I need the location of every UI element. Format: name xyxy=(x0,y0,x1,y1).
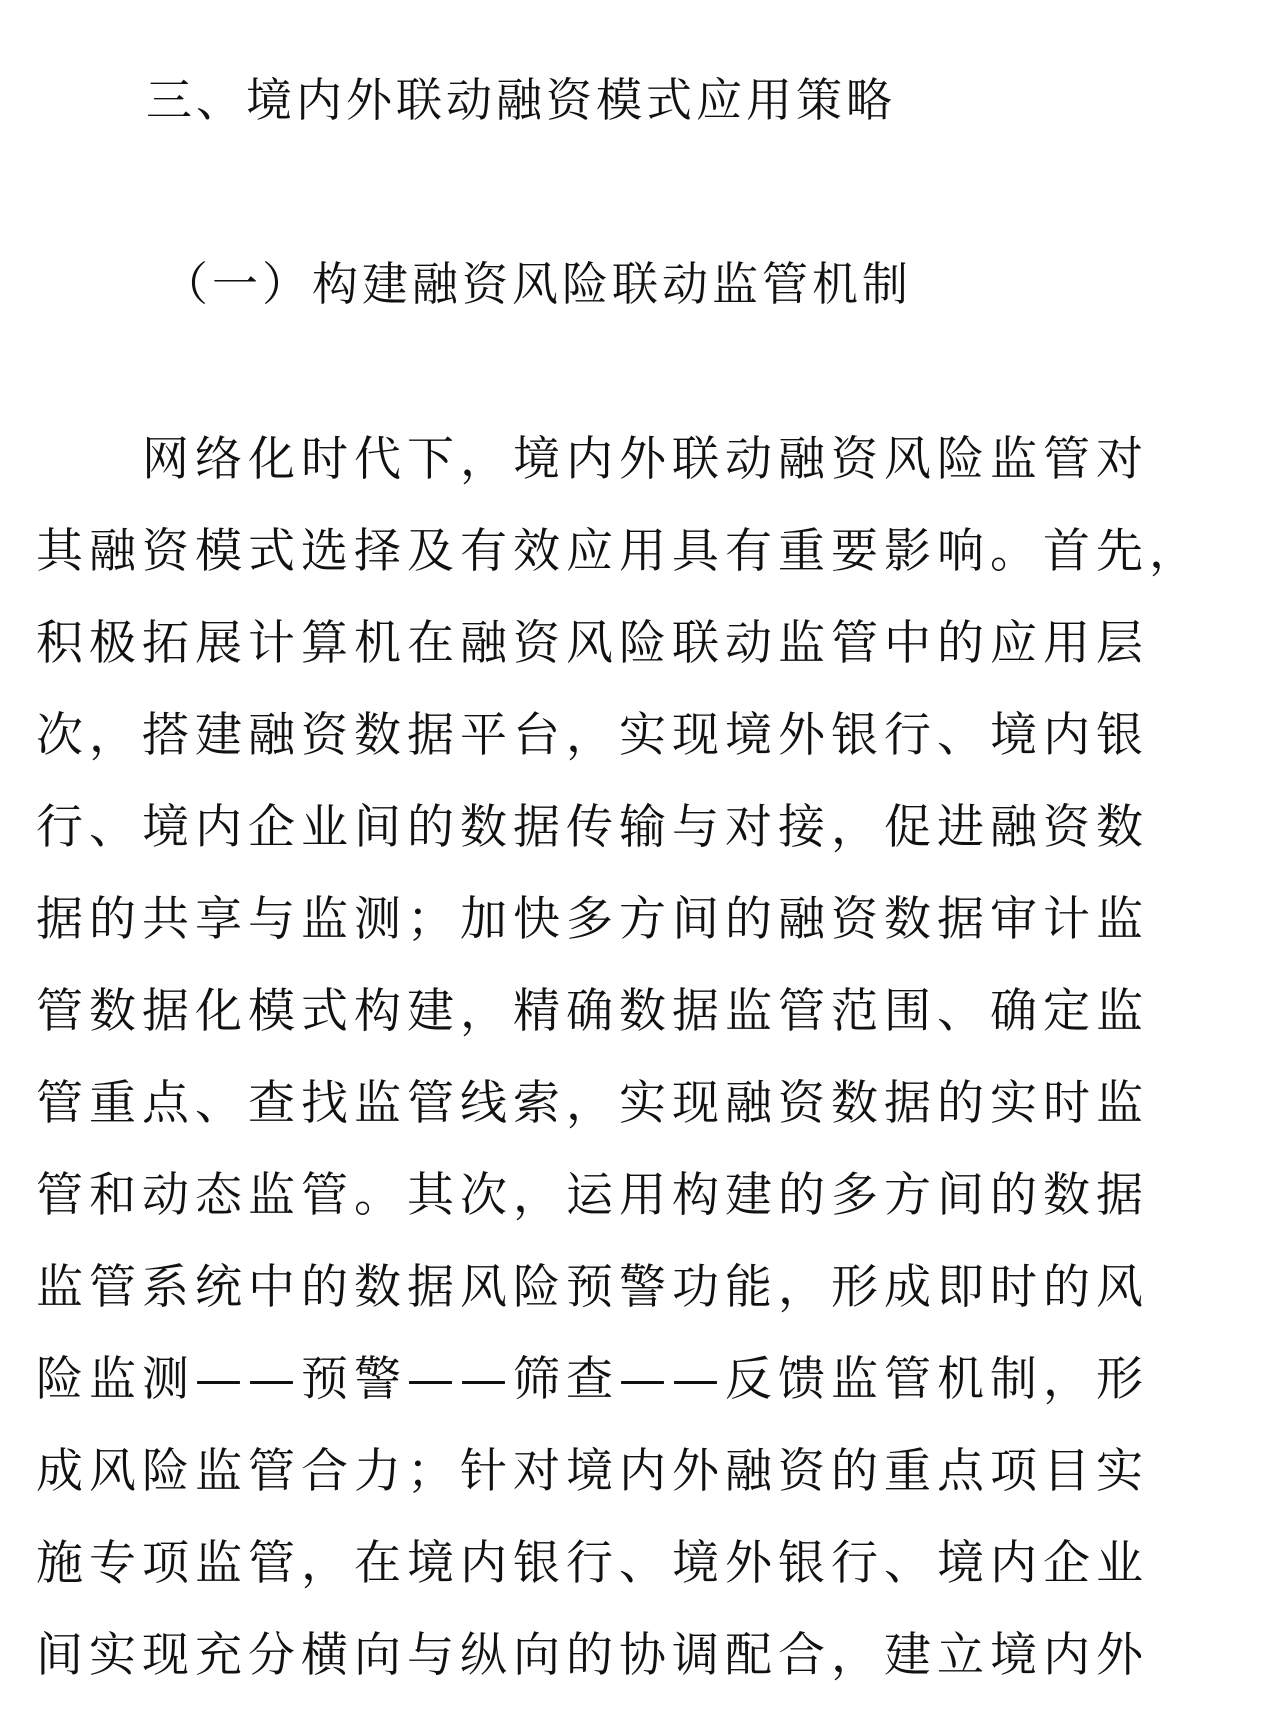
paragraph-line: 间实现充分横向与纵向的协调配合，建立境内外 xyxy=(36,1628,1149,1683)
paragraph-line: 管和动态监管。其次，运用构建的多方间的数据 xyxy=(36,1168,1149,1223)
paragraph-line: 管重点、查找监管线索，实现融资数据的实时监 xyxy=(36,1076,1149,1131)
paragraph-line: 行、境内企业间的数据传输与对接，促进融资数 xyxy=(36,800,1149,855)
body-paragraph xyxy=(36,428,1241,1716)
paragraph-line: 积极拓展计算机在融资风险联动监管中的应用层 xyxy=(36,616,1149,671)
paragraph-line: 险监测——预警——筛查——反馈监管机制，形 xyxy=(36,1352,1149,1407)
paragraph-line: 管数据化模式构建，精确数据监管范围、确定监 xyxy=(36,984,1149,1039)
paragraph-line: 据的共享与监测；加快多方间的融资数据审计监 xyxy=(36,892,1149,947)
paragraph-line: 其融资模式选择及有效应用具有重要影响。首先， xyxy=(36,524,1202,579)
paragraph-line: 成风险监管合力；针对境内外融资的重点项目实 xyxy=(36,1444,1149,1499)
paragraph-line: 次，搭建融资数据平台，实现境外银行、境内银 xyxy=(36,708,1149,763)
paragraph-line: 网络化时代下，境内外联动融资风险监管对 xyxy=(142,432,1149,487)
section-heading: 三、境内外联动融资模式应用策略 xyxy=(146,73,896,127)
subsection-heading: （一）构建融资风险联动监管机制 xyxy=(162,257,912,311)
paragraph-line: 施专项监管，在境内银行、境外银行、境内企业 xyxy=(36,1536,1149,1591)
paragraph-line: 监管系统中的数据风险预警功能，形成即时的风 xyxy=(36,1260,1149,1315)
